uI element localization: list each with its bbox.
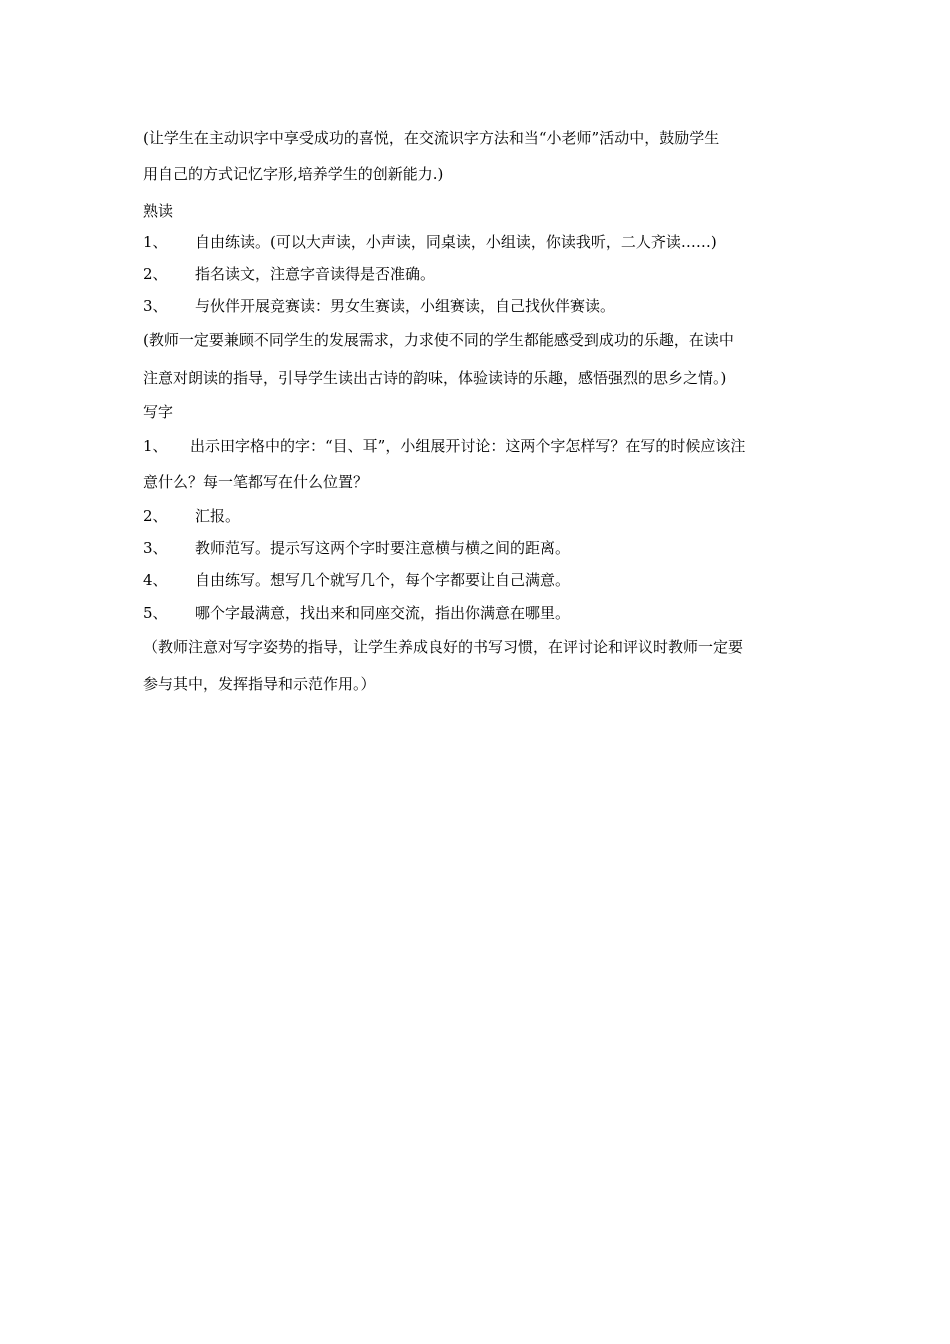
writing-item-4-number: 4、 bbox=[143, 571, 168, 589]
reading-item-2 bbox=[143, 264, 435, 284]
writing-item-5 bbox=[143, 603, 570, 623]
reading-item-2-text: 指名读文，注意字音读得是否准确。 bbox=[195, 265, 436, 283]
writing-item-1-number: 1、 bbox=[143, 437, 168, 455]
writing-item-2-text: 汇报。 bbox=[195, 507, 241, 525]
writing-item-5-text: 哪个字最满意，找出来和同座交流，指出你满意在哪里。 bbox=[195, 604, 571, 622]
writing-item-4 bbox=[143, 570, 570, 590]
intro-note-line-1: (让学生在主动识字中享受成功的喜悦，在交流识字方法和当“小老师”活动中，鼓励学生 bbox=[143, 129, 720, 147]
writing-item-3-text: 教师范写。提示写这两个字时要注意横与横之间的距离。 bbox=[195, 539, 571, 557]
writing-note-line-1: （教师注意对写字姿势的指导，让学生养成良好的书写习惯，在评讨论和评议时教师一定要 bbox=[143, 638, 744, 656]
writing-item-2-number: 2、 bbox=[143, 507, 168, 525]
reading-note-line-2: 注意对朗读的指导，引导学生读出古诗的韵味，体验读诗的乐趣，感悟强烈的思乡之情。) bbox=[143, 369, 727, 387]
reading-item-2-number: 2、 bbox=[143, 265, 168, 283]
writing-item-4-text: 自由练写。想写几个就写几个，每个字都要让自己满意。 bbox=[195, 571, 571, 589]
heading-reading: 熟读 bbox=[143, 202, 174, 220]
intro-note-line-2: 用自己的方式记忆字形,培养学生的创新能力.) bbox=[143, 165, 444, 183]
writing-item-5-number: 5、 bbox=[143, 604, 168, 622]
reading-item-1-text: 自由练读。(可以大声读，小声读，同桌读，小组读，你读我听，二人齐读……) bbox=[195, 233, 717, 251]
reading-item-1-number: 1、 bbox=[143, 233, 168, 251]
reading-item-3-text: 与伙伴开展竞赛读：男女生赛读，小组赛读，自己找伙伴赛读。 bbox=[195, 297, 616, 315]
writing-item-1-line-2: 意什么？每一笔都写在什么位置？ bbox=[143, 473, 369, 491]
writing-item-1-line-1 bbox=[143, 436, 745, 456]
writing-note-line-2: 参与其中，发挥指导和示范作用。） bbox=[143, 675, 376, 693]
reading-item-3 bbox=[143, 296, 615, 316]
writing-item-3 bbox=[143, 538, 570, 558]
writing-item-1-text: 出示田字格中的字：“目、耳”，小组展开讨论：这两个字怎样写？在写的时候应该注 bbox=[190, 437, 746, 455]
heading-writing: 写字 bbox=[143, 403, 174, 421]
reading-item-3-number: 3、 bbox=[143, 297, 168, 315]
reading-note-line-1: (教师一定要兼顾不同学生的发展需求，力求使不同的学生都能感受到成功的乐趣，在读中 bbox=[143, 331, 734, 349]
writing-item-2 bbox=[143, 506, 240, 526]
reading-item-1 bbox=[143, 232, 717, 252]
writing-item-3-number: 3、 bbox=[143, 539, 168, 557]
